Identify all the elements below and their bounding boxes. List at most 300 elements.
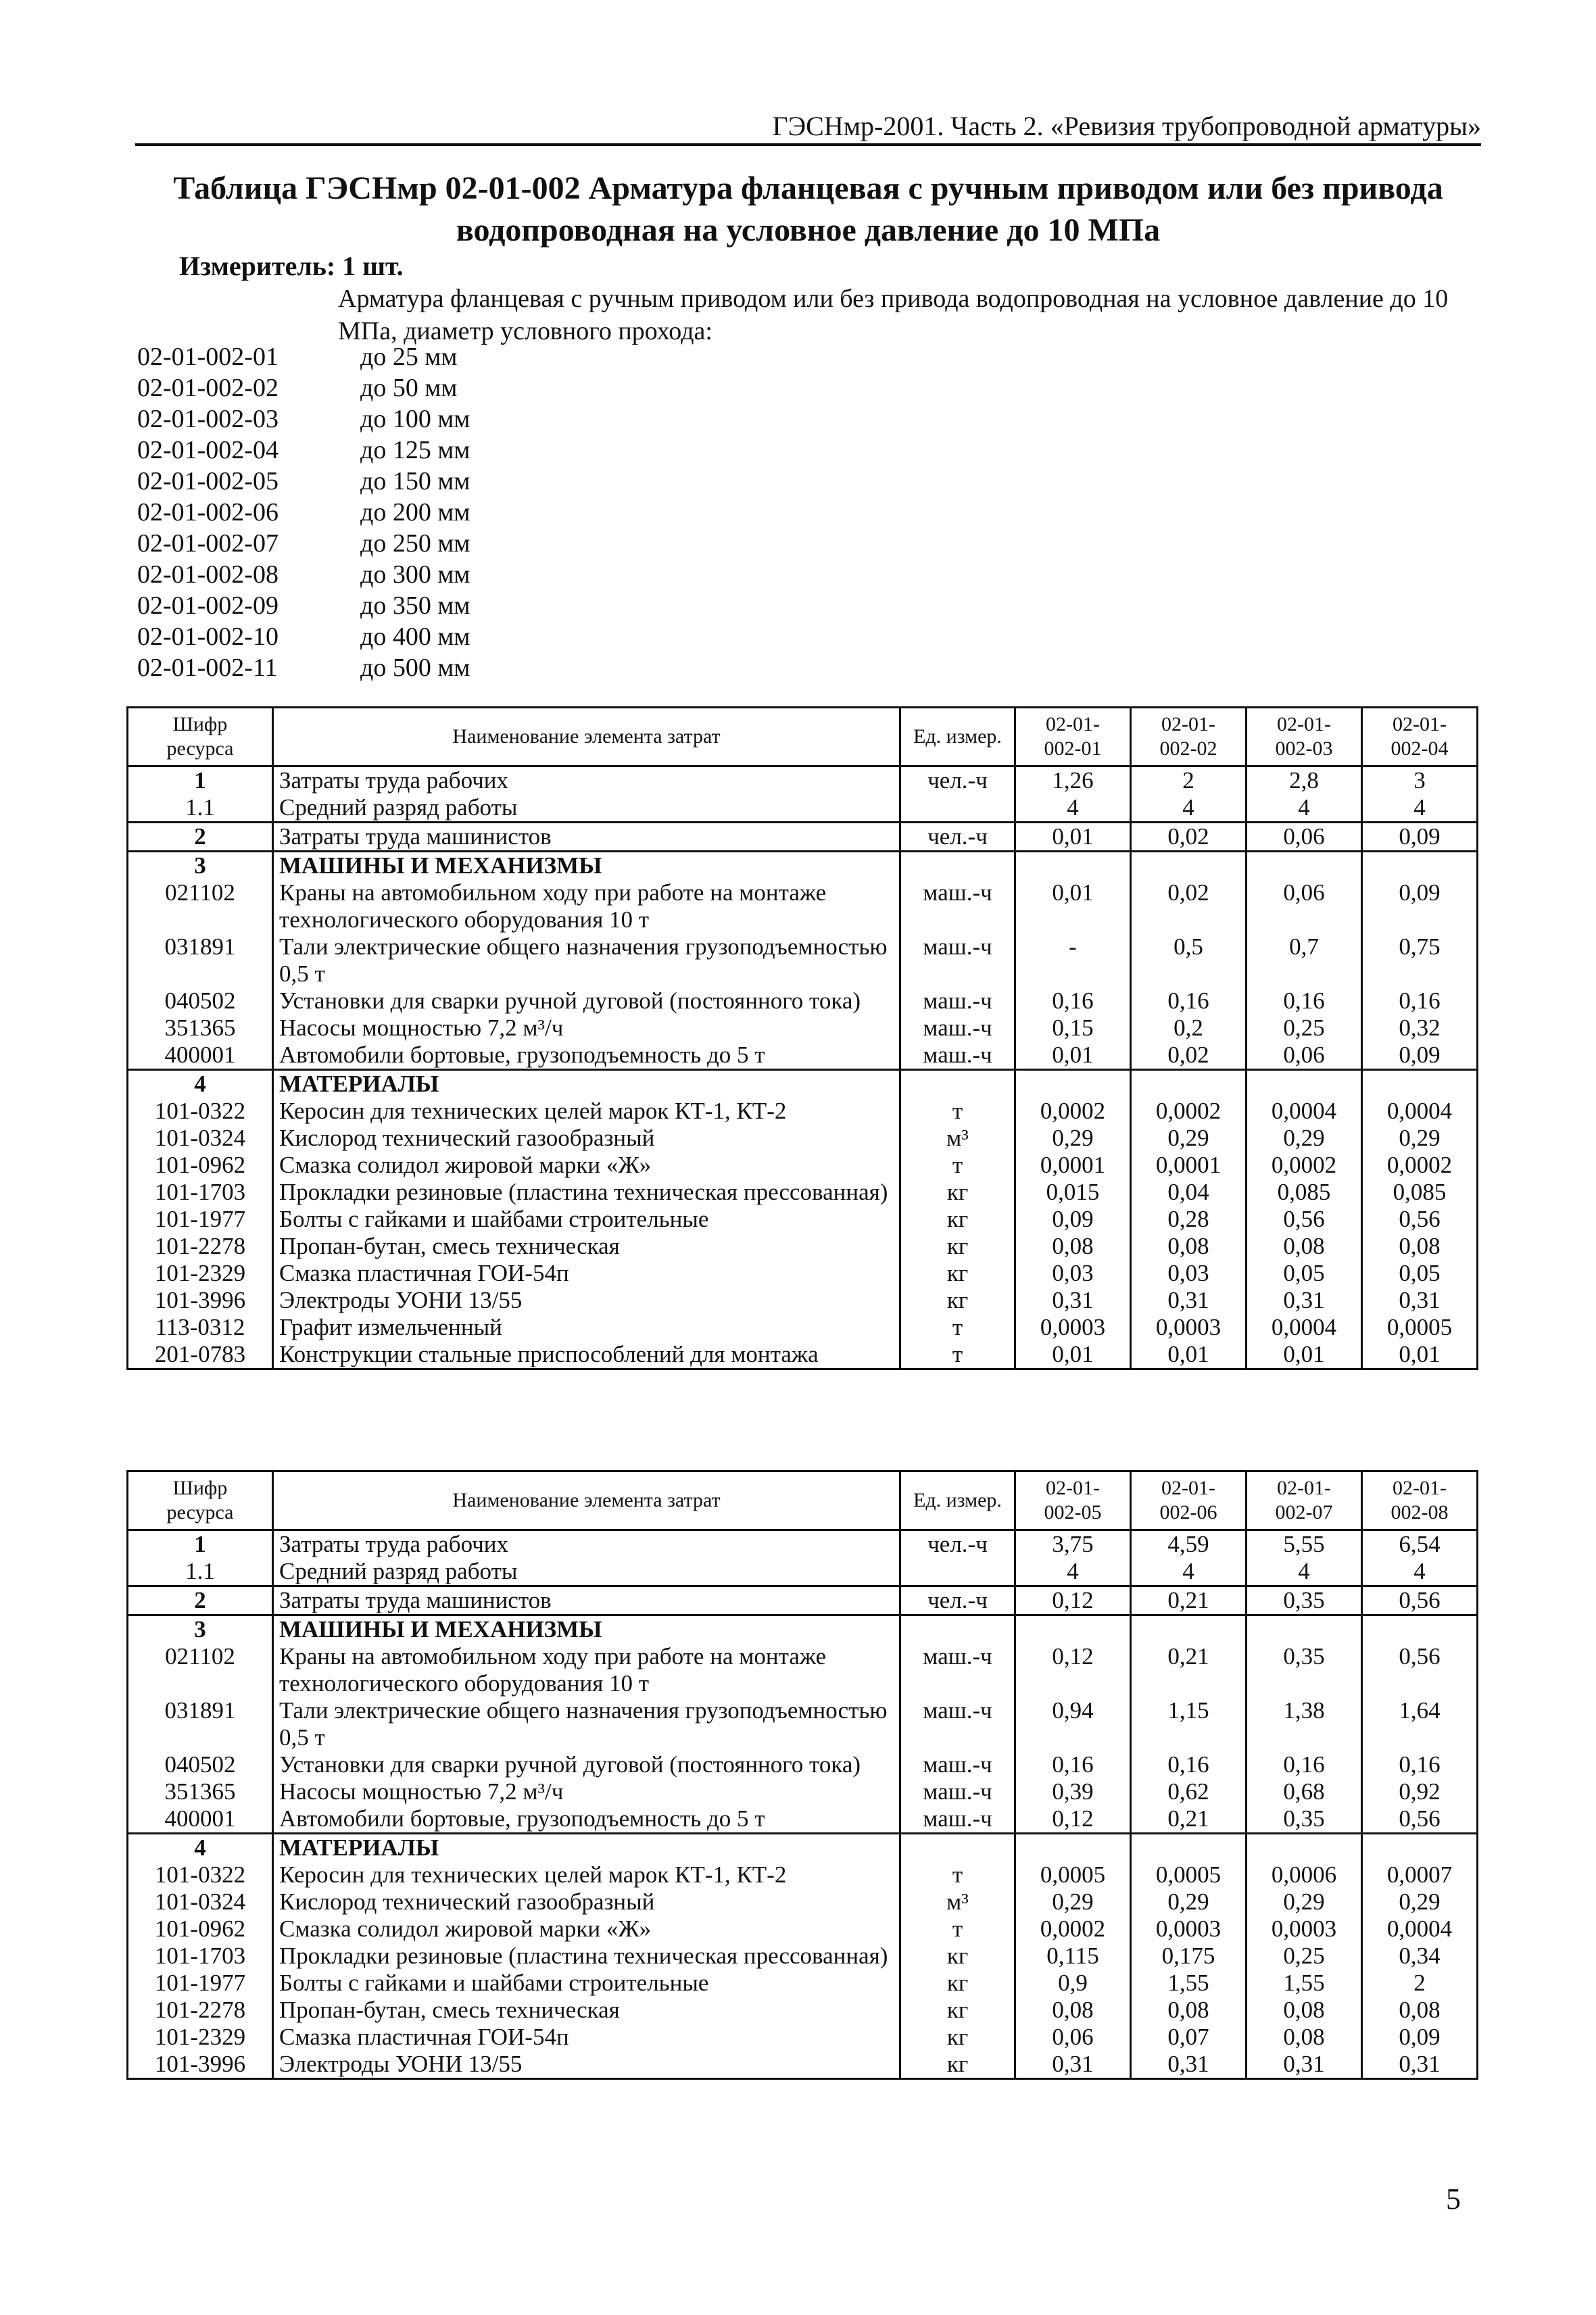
table-row xyxy=(128,1314,1478,1341)
row-code: 031891 xyxy=(128,933,273,988)
resource-table-2 xyxy=(126,1470,1478,2080)
code-list-code: 02-01-002-06 xyxy=(137,498,279,527)
code-list-size: до 50 мм xyxy=(360,374,458,402)
row-value: 0,0001 xyxy=(1131,1152,1247,1179)
code-list-item xyxy=(137,404,470,435)
row-unit: кг xyxy=(900,1943,1015,1970)
row-value: 0,25 xyxy=(1247,1943,1362,1970)
row-unit: т xyxy=(900,1314,1015,1341)
row-name: Пропан-бутан, смесь техническая xyxy=(273,1997,900,2024)
code-list-item xyxy=(137,372,470,404)
header-unit: Ед. измер. xyxy=(900,1471,1015,1530)
row-value xyxy=(1247,1070,1362,1098)
table-row xyxy=(128,1970,1478,1997)
row-value: 3,75 xyxy=(1015,1530,1131,1559)
header-column-code xyxy=(1015,708,1131,766)
row-value: 0,06 xyxy=(1247,879,1362,933)
row-value: 2 xyxy=(1362,1970,1478,1997)
row-unit: т xyxy=(900,1341,1015,1369)
row-value: 0,29 xyxy=(1362,1888,1478,1916)
row-unit xyxy=(900,1070,1015,1098)
table-row xyxy=(128,1615,1478,1644)
row-value: 4 xyxy=(1131,1558,1247,1586)
code-list-item xyxy=(137,466,470,497)
column-code-line2: 002-04 xyxy=(1391,737,1449,760)
row-value: 0,56 xyxy=(1362,1643,1478,1697)
column-code-line2: 002-07 xyxy=(1275,1501,1333,1524)
row-name: Кислород технический газообразный xyxy=(273,1888,900,1916)
row-value: 2,8 xyxy=(1247,766,1362,795)
row-value: 0,0004 xyxy=(1247,1098,1362,1125)
table-row xyxy=(128,1179,1478,1206)
row-value: 4 xyxy=(1247,794,1362,823)
row-value: 2 xyxy=(1131,766,1247,795)
code-list-item xyxy=(137,341,470,372)
header-code xyxy=(128,1471,273,1530)
row-unit xyxy=(900,1558,1015,1586)
row-value: 0,01 xyxy=(1247,1341,1362,1369)
header-column-code xyxy=(1015,1471,1131,1530)
table-row xyxy=(128,1098,1478,1125)
row-value: 0,21 xyxy=(1131,1586,1247,1615)
row-value: 0,29 xyxy=(1015,1888,1131,1916)
header-row xyxy=(128,708,1478,766)
table-row xyxy=(128,1751,1478,1778)
row-value: 0,75 xyxy=(1362,933,1478,988)
code-list-size: до 125 мм xyxy=(360,436,470,464)
row-code: 1.1 xyxy=(128,1558,273,1586)
row-unit: маш.-ч xyxy=(900,1751,1015,1778)
row-value: 0,08 xyxy=(1247,1997,1362,2024)
row-value: 0,68 xyxy=(1247,1778,1362,1805)
row-value: 1,15 xyxy=(1131,1697,1247,1751)
page-header: ГЭСНмр-2001. Часть 2. «Ревизия трубопроводной арматуры» xyxy=(135,109,1481,146)
row-value: 0,29 xyxy=(1247,1125,1362,1152)
row-value: 0,12 xyxy=(1015,1586,1131,1615)
code-list-size: до 100 мм xyxy=(360,405,470,433)
row-name: Смазка солидол жировой марки «Ж» xyxy=(273,1152,900,1179)
table-row xyxy=(128,1287,1478,1314)
code-list-code: 02-01-002-10 xyxy=(137,623,279,651)
table-row xyxy=(128,1997,1478,2024)
column-code-line2: 002-02 xyxy=(1159,737,1217,760)
code-list-size: до 200 мм xyxy=(360,498,470,527)
header-column-code xyxy=(1247,708,1362,766)
row-value: 0,085 xyxy=(1247,1179,1362,1206)
table-row xyxy=(128,1558,1478,1586)
table-row xyxy=(128,1805,1478,1834)
row-code: 2 xyxy=(128,823,273,852)
row-value: 0,31 xyxy=(1015,1287,1131,1314)
table-row xyxy=(128,1530,1478,1559)
table-row xyxy=(128,1015,1478,1042)
row-name: Краны на автомобильном ходу при работе на монтаже технологического оборудования 10 т xyxy=(273,1643,900,1697)
row-name: Насосы мощностью 7,2 м³/ч xyxy=(273,1778,900,1805)
row-code: 1 xyxy=(128,1530,273,1559)
row-value: 0,56 xyxy=(1362,1805,1478,1834)
row-value xyxy=(1131,1615,1247,1644)
row-code: 101-2278 xyxy=(128,1233,273,1260)
table-title xyxy=(135,168,1481,251)
row-value: 0,25 xyxy=(1247,1015,1362,1042)
row-unit: т xyxy=(900,1861,1015,1888)
row-value: 0,29 xyxy=(1131,1125,1247,1152)
row-value xyxy=(1362,1070,1478,1098)
row-value: 0,04 xyxy=(1131,1179,1247,1206)
table-row xyxy=(128,1888,1478,1916)
table-row xyxy=(128,988,1478,1015)
row-code: 201-0783 xyxy=(128,1341,273,1369)
row-code: 101-0322 xyxy=(128,1098,273,1125)
row-value: 0,0007 xyxy=(1362,1861,1478,1888)
code-list-size: до 400 мм xyxy=(360,623,470,651)
row-value: 0,31 xyxy=(1015,2051,1131,2079)
row-code: 101-1977 xyxy=(128,1206,273,1233)
row-name: Графит измельченный xyxy=(273,1314,900,1341)
row-value xyxy=(1015,1070,1131,1098)
row-value xyxy=(1362,1834,1478,1862)
row-value: 0,08 xyxy=(1015,1233,1131,1260)
row-name: Автомобили бортовые, грузоподъемность до 5 т xyxy=(273,1042,900,1070)
row-code: 101-0324 xyxy=(128,1888,273,1916)
row-value: 1,64 xyxy=(1362,1697,1478,1751)
row-value: 0,0002 xyxy=(1015,1916,1131,1943)
row-value: 0,16 xyxy=(1015,988,1131,1015)
row-value: 0,29 xyxy=(1015,1125,1131,1152)
column-code-line1: 02-01- xyxy=(1046,1477,1100,1499)
row-value: 0,21 xyxy=(1131,1805,1247,1834)
row-name: Затраты труда машинистов xyxy=(273,1586,900,1615)
row-value: 0,09 xyxy=(1362,879,1478,933)
row-unit xyxy=(900,794,1015,823)
table-row xyxy=(128,1916,1478,1943)
table-row xyxy=(128,1586,1478,1615)
row-name: Насосы мощностью 7,2 м³/ч xyxy=(273,1015,900,1042)
table-row xyxy=(128,1042,1478,1070)
row-value: 0,0002 xyxy=(1362,1152,1478,1179)
row-value: 0,94 xyxy=(1015,1697,1131,1751)
row-code: 101-1977 xyxy=(128,1970,273,1997)
row-unit: кг xyxy=(900,1970,1015,1997)
code-list-code: 02-01-002-07 xyxy=(137,529,279,558)
header-row xyxy=(128,1471,1478,1530)
row-unit xyxy=(900,1834,1015,1862)
row-value: 0,05 xyxy=(1247,1260,1362,1287)
table-row xyxy=(128,1125,1478,1152)
row-value: 0,34 xyxy=(1362,1943,1478,1970)
row-value: 0,08 xyxy=(1247,1233,1362,1260)
table-row xyxy=(128,1943,1478,1970)
intro-text: Арматура фланцевая с ручным приводом или без привода водопроводная на условное давление до 10 МПа, диаметр условного прохода: xyxy=(338,285,1449,345)
row-unit: маш.-ч xyxy=(900,1805,1015,1834)
row-name: Кислород технический газообразный xyxy=(273,1125,900,1152)
row-value: 1,55 xyxy=(1131,1970,1247,1997)
row-value: 0,29 xyxy=(1362,1125,1478,1152)
row-value: 0,31 xyxy=(1131,2051,1247,2079)
row-value: 0,01 xyxy=(1362,1341,1478,1369)
row-value: 0,31 xyxy=(1247,1287,1362,1314)
row-value: 0,62 xyxy=(1131,1778,1247,1805)
row-code: 4 xyxy=(128,1834,273,1862)
code-list-code: 02-01-002-05 xyxy=(137,467,279,495)
row-name: Прокладки резиновые (пластина техническая прессованная) xyxy=(273,1179,900,1206)
code-list-size: до 500 мм xyxy=(360,654,470,682)
row-code: 101-2329 xyxy=(128,2024,273,2051)
row-name: Электроды УОНИ 13/55 xyxy=(273,1287,900,1314)
row-value: 0,0005 xyxy=(1362,1314,1478,1341)
row-code: 101-1703 xyxy=(128,1179,273,1206)
row-value: 0,0004 xyxy=(1247,1314,1362,1341)
header-column-code xyxy=(1362,1471,1478,1530)
meter-label: Измеритель: 1 шт. xyxy=(179,251,404,281)
code-list-code: 02-01-002-03 xyxy=(137,405,279,433)
column-code-line2: 002-08 xyxy=(1391,1501,1449,1524)
row-value: 0,12 xyxy=(1015,1805,1131,1834)
row-unit: чел.-ч xyxy=(900,823,1015,852)
row-code: 3 xyxy=(128,1615,273,1644)
row-value: 0,08 xyxy=(1362,1997,1478,2024)
row-value: 0,29 xyxy=(1247,1888,1362,1916)
row-value: 0,7 xyxy=(1247,933,1362,988)
row-name: Затраты труда рабочих xyxy=(273,766,900,795)
row-unit: маш.-ч xyxy=(900,1015,1015,1042)
row-name: Краны на автомобильном ходу при работе на монтаже технологического оборудования 10 т xyxy=(273,879,900,933)
table-row xyxy=(128,2051,1478,2079)
row-value: 0,32 xyxy=(1362,1015,1478,1042)
row-value: 0,0002 xyxy=(1247,1152,1362,1179)
resource-table-1 xyxy=(126,706,1478,1370)
row-code: 021102 xyxy=(128,1643,273,1697)
column-code-line1: 02-01- xyxy=(1393,713,1447,735)
row-code: 1 xyxy=(128,766,273,795)
row-code: 101-2278 xyxy=(128,1997,273,2024)
title-line-1: Таблица ГЭСНмр 02-01-002 Арматура фланцевая с ручным приводом или без привода xyxy=(173,170,1443,206)
row-value: 0,0001 xyxy=(1015,1152,1131,1179)
row-name: МАШИНЫ И МЕХАНИЗМЫ xyxy=(273,1615,900,1644)
row-unit: маш.-ч xyxy=(900,1778,1015,1805)
row-value: 4 xyxy=(1015,794,1131,823)
row-unit: кг xyxy=(900,1287,1015,1314)
row-value: 0,0003 xyxy=(1015,1314,1131,1341)
row-value xyxy=(1131,1834,1247,1862)
row-value: 0,9 xyxy=(1015,1970,1131,1997)
row-code: 101-3996 xyxy=(128,1287,273,1314)
header-code-line2: ресурса xyxy=(166,1501,234,1524)
row-code: 101-0962 xyxy=(128,1916,273,1943)
row-value: 0,08 xyxy=(1015,1997,1131,2024)
row-value: 1,55 xyxy=(1247,1970,1362,1997)
row-value: 4 xyxy=(1015,1558,1131,1586)
row-unit: т xyxy=(900,1098,1015,1125)
row-code: 400001 xyxy=(128,1805,273,1834)
column-code-line2: 002-05 xyxy=(1044,1501,1102,1524)
row-value: 0,0003 xyxy=(1131,1916,1247,1943)
row-code: 021102 xyxy=(128,879,273,933)
row-unit xyxy=(900,1615,1015,1644)
header-code-line1: Шифр xyxy=(172,1477,228,1499)
row-value: 0,29 xyxy=(1131,1888,1247,1916)
code-list-size: до 150 мм xyxy=(360,467,470,495)
row-value: 0,01 xyxy=(1015,1042,1131,1070)
row-code: 1.1 xyxy=(128,794,273,823)
column-code-line1: 02-01- xyxy=(1161,713,1215,735)
row-value: 0,0002 xyxy=(1131,1098,1247,1125)
row-unit: чел.-ч xyxy=(900,1586,1015,1615)
row-value: 0,0006 xyxy=(1247,1861,1362,1888)
row-name: Средний разряд работы xyxy=(273,794,900,823)
row-unit: кг xyxy=(900,1206,1015,1233)
column-code-line2: 002-01 xyxy=(1044,737,1102,760)
header-code xyxy=(128,708,273,766)
row-value: 0,08 xyxy=(1247,2024,1362,2051)
column-code-line2: 002-06 xyxy=(1159,1501,1217,1524)
column-code-line1: 02-01- xyxy=(1046,713,1100,735)
row-value: 0,31 xyxy=(1131,1287,1247,1314)
row-code: 101-2329 xyxy=(128,1260,273,1287)
header-column-code xyxy=(1131,1471,1247,1530)
row-value xyxy=(1131,1070,1247,1098)
table-row xyxy=(128,794,1478,823)
row-value: 3 xyxy=(1362,766,1478,795)
column-code-line1: 02-01- xyxy=(1277,713,1331,735)
table-row xyxy=(128,1233,1478,1260)
row-value: 0,16 xyxy=(1131,1751,1247,1778)
row-value: 0,01 xyxy=(1015,1341,1131,1369)
row-code: 2 xyxy=(128,1586,273,1615)
row-value: 0,01 xyxy=(1015,823,1131,852)
row-value: 0,56 xyxy=(1247,1206,1362,1233)
code-list-code: 02-01-002-02 xyxy=(137,374,279,402)
row-value: 0,16 xyxy=(1015,1751,1131,1778)
row-value: 0,15 xyxy=(1015,1015,1131,1042)
row-value: 0,39 xyxy=(1015,1778,1131,1805)
row-value xyxy=(1015,852,1131,880)
row-name: Болты с гайками и шайбами строительные xyxy=(273,1970,900,1997)
row-value: 0,06 xyxy=(1247,1042,1362,1070)
row-value: 0,09 xyxy=(1015,1206,1131,1233)
table-row xyxy=(128,1206,1478,1233)
row-value: 0,08 xyxy=(1362,1233,1478,1260)
row-name: Керосин для технических целей марок КТ-1, КТ-2 xyxy=(273,1098,900,1125)
row-value: 0,06 xyxy=(1247,823,1362,852)
row-value: 0,08 xyxy=(1131,1997,1247,2024)
row-value: 0,16 xyxy=(1362,1751,1478,1778)
header-column-code xyxy=(1362,708,1478,766)
table-row xyxy=(128,1778,1478,1805)
row-value: 0,09 xyxy=(1362,823,1478,852)
row-value: 1,38 xyxy=(1247,1697,1362,1751)
row-value: 0,01 xyxy=(1015,879,1131,933)
row-name: Керосин для технических целей марок КТ-1, КТ-2 xyxy=(273,1861,900,1888)
header-code-line1: Шифр xyxy=(172,713,228,735)
code-list-size: до 300 мм xyxy=(360,560,470,589)
row-code: 113-0312 xyxy=(128,1314,273,1341)
row-value: 0,03 xyxy=(1015,1260,1131,1287)
row-code: 400001 xyxy=(128,1042,273,1070)
code-list-item xyxy=(137,590,470,621)
table-row xyxy=(128,1834,1478,1862)
row-unit: маш.-ч xyxy=(900,988,1015,1015)
row-code: 101-0962 xyxy=(128,1152,273,1179)
header-column-code xyxy=(1131,708,1247,766)
row-code: 101-0322 xyxy=(128,1861,273,1888)
row-value: 0,08 xyxy=(1131,1233,1247,1260)
row-unit: маш.-ч xyxy=(900,1643,1015,1697)
row-unit: маш.-ч xyxy=(900,879,1015,933)
code-list-item xyxy=(137,621,470,652)
row-code: 101-0324 xyxy=(128,1125,273,1152)
row-name: Установки для сварки ручной дуговой (постоянного тока) xyxy=(273,988,900,1015)
row-value: 0,02 xyxy=(1131,879,1247,933)
row-value: 0,0003 xyxy=(1247,1916,1362,1943)
code-list-item xyxy=(137,652,470,683)
table-row xyxy=(128,1861,1478,1888)
row-value xyxy=(1247,1834,1362,1862)
header-column-code xyxy=(1247,1471,1362,1530)
row-name: Установки для сварки ручной дуговой (постоянного тока) xyxy=(273,1751,900,1778)
row-code: 040502 xyxy=(128,1751,273,1778)
row-name: Смазка пластичная ГОИ-54п xyxy=(273,2024,900,2051)
row-value: 0,35 xyxy=(1247,1643,1362,1697)
table-row xyxy=(128,2024,1478,2051)
row-value: 0,16 xyxy=(1131,988,1247,1015)
row-unit: чел.-ч xyxy=(900,766,1015,795)
row-value: 0,175 xyxy=(1131,1943,1247,1970)
row-name: Затраты труда машинистов xyxy=(273,823,900,852)
row-name: Затраты труда рабочих xyxy=(273,1530,900,1559)
row-value: 0,16 xyxy=(1362,988,1478,1015)
row-value: 0,35 xyxy=(1247,1805,1362,1834)
row-value: 4 xyxy=(1362,1558,1478,1586)
row-unit xyxy=(900,852,1015,880)
row-unit: чел.-ч xyxy=(900,1530,1015,1559)
code-list-item xyxy=(137,559,470,590)
row-value: 0,02 xyxy=(1131,823,1247,852)
row-code: 031891 xyxy=(128,1697,273,1751)
row-value: 5,55 xyxy=(1247,1530,1362,1559)
row-value: 0,02 xyxy=(1131,1042,1247,1070)
code-list-size: до 25 мм xyxy=(360,343,458,371)
row-value: 0,0004 xyxy=(1362,1098,1478,1125)
row-name: Электроды УОНИ 13/55 xyxy=(273,2051,900,2079)
row-code: 351365 xyxy=(128,1778,273,1805)
header-name: Наименование элемента затрат xyxy=(273,708,900,766)
row-value: 4,59 xyxy=(1131,1530,1247,1559)
table-row xyxy=(128,1260,1478,1287)
row-value: 0,92 xyxy=(1362,1778,1478,1805)
row-unit: кг xyxy=(900,2024,1015,2051)
row-value: 0,09 xyxy=(1362,2024,1478,2051)
row-value: 0,0004 xyxy=(1362,1916,1478,1943)
row-value: 0,07 xyxy=(1131,2024,1247,2051)
row-name: Смазка солидол жировой марки «Ж» xyxy=(273,1916,900,1943)
row-name: Прокладки резиновые (пластина техническая прессованная) xyxy=(273,1943,900,1970)
code-list-item xyxy=(137,528,470,559)
row-value: 0,28 xyxy=(1131,1206,1247,1233)
row-value: 0,21 xyxy=(1131,1643,1247,1697)
row-unit: т xyxy=(900,1152,1015,1179)
table-row xyxy=(128,852,1478,880)
row-value: 0,115 xyxy=(1015,1943,1131,1970)
row-value: 0,085 xyxy=(1362,1179,1478,1206)
row-value: 0,35 xyxy=(1247,1586,1362,1615)
row-value: 0,015 xyxy=(1015,1179,1131,1206)
row-value: 0,0002 xyxy=(1015,1098,1131,1125)
row-value: 0,01 xyxy=(1131,1341,1247,1369)
row-value: 0,09 xyxy=(1362,1042,1478,1070)
row-name: МАТЕРИАЛЫ xyxy=(273,1834,900,1862)
row-name: Средний разряд работы xyxy=(273,1558,900,1586)
